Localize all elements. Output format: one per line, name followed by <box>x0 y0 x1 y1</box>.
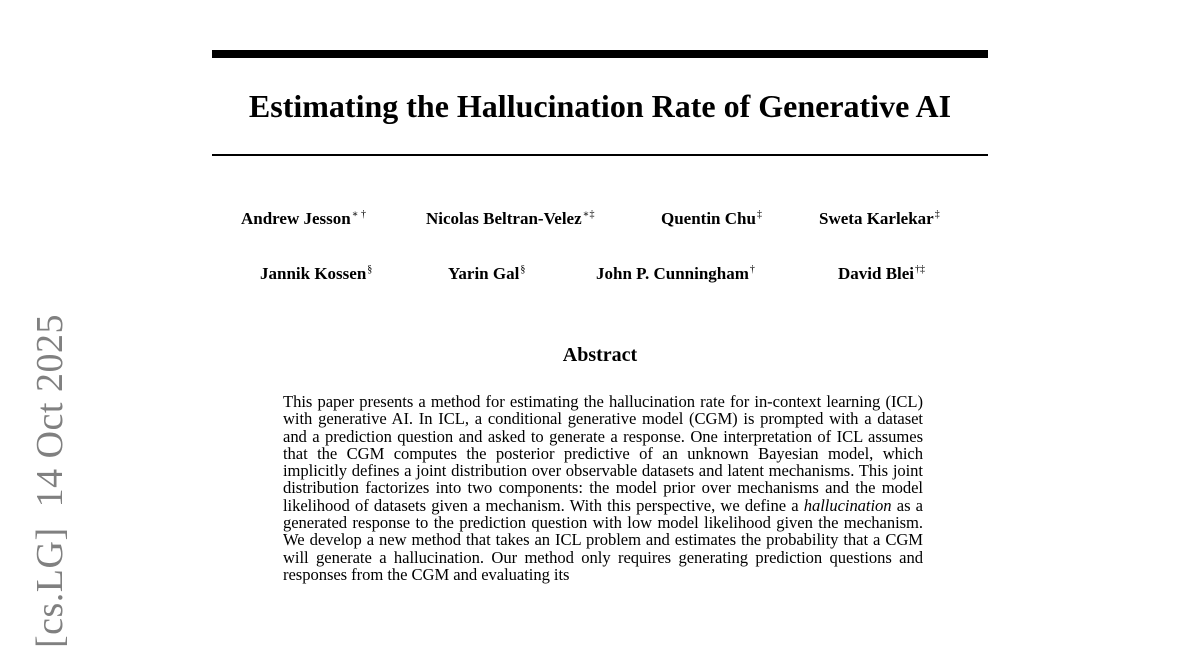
author-affiliation-marks: †‡ <box>915 264 926 275</box>
author-name: Nicolas Beltran-Velez <box>426 209 582 228</box>
author <box>241 207 366 231</box>
author-name: Sweta Karlekar <box>819 209 934 228</box>
author-name: Quentin Chu <box>661 209 756 228</box>
abstract-body <box>283 393 923 583</box>
author <box>448 262 525 286</box>
author <box>819 207 940 231</box>
abstract-heading: Abstract <box>562 344 638 366</box>
author <box>596 262 755 286</box>
author-name: Andrew Jesson <box>241 209 351 228</box>
author-name: David Blei <box>838 264 915 283</box>
author-affiliation-marks: ∗ † <box>351 209 367 220</box>
abstract-italic-term: hallucination <box>803 495 892 515</box>
arxiv-side-stamp: [cs.LG] 14 Oct 2025 <box>29 314 71 648</box>
authors-row-1 <box>212 207 988 231</box>
abstract-text: This paper presents a method for estimating the hallucination rate for in-context learning (ICL) with generative AI. In ICL, a conditional generative model (CGM) is prompted with a dataset and a prediction question and asked to generate a response. One interpretation of ICL assumes that the CGM computes the posterior predictive of an unknown Bayesian model, which implicitly defines a joint distribution over observable datasets and latent mechanisms. This joint distribution factorizes into two components: the model prior over mechanisms and the model likelihood of datasets given a mechanism. With this perspective, we define a <box>283 392 923 515</box>
authors-row-2 <box>212 262 988 286</box>
author-affiliation-marks: ‡ <box>756 209 762 220</box>
author-name: Yarin Gal <box>448 264 520 283</box>
author-name: Jannik Kossen <box>260 264 367 283</box>
author-affiliation-marks: ∗‡ <box>582 209 595 220</box>
author-affiliation-marks: † <box>749 264 755 275</box>
author-affiliation-marks: § <box>520 264 526 275</box>
author <box>260 262 372 286</box>
author <box>426 207 594 231</box>
author <box>838 262 925 286</box>
abstract-text-continued: as a generated response to the prediction question with low model likelihood given the mechanism. We develop a new method that takes an ICL problem and estimates the probability that a CGM will generate a hallucination. Our method only requires generating prediction questions and responses from the CGM and evaluating its <box>283 495 923 584</box>
author-name: John P. Cunningham <box>596 264 749 283</box>
paper-title: Estimating the Hallucination Rate of Generative AI <box>248 88 952 124</box>
author-affiliation-marks: ‡ <box>934 209 940 220</box>
title-top-rule <box>212 50 988 58</box>
author-affiliation-marks: § <box>367 264 373 275</box>
author <box>661 207 762 231</box>
title-bottom-rule <box>212 154 988 156</box>
